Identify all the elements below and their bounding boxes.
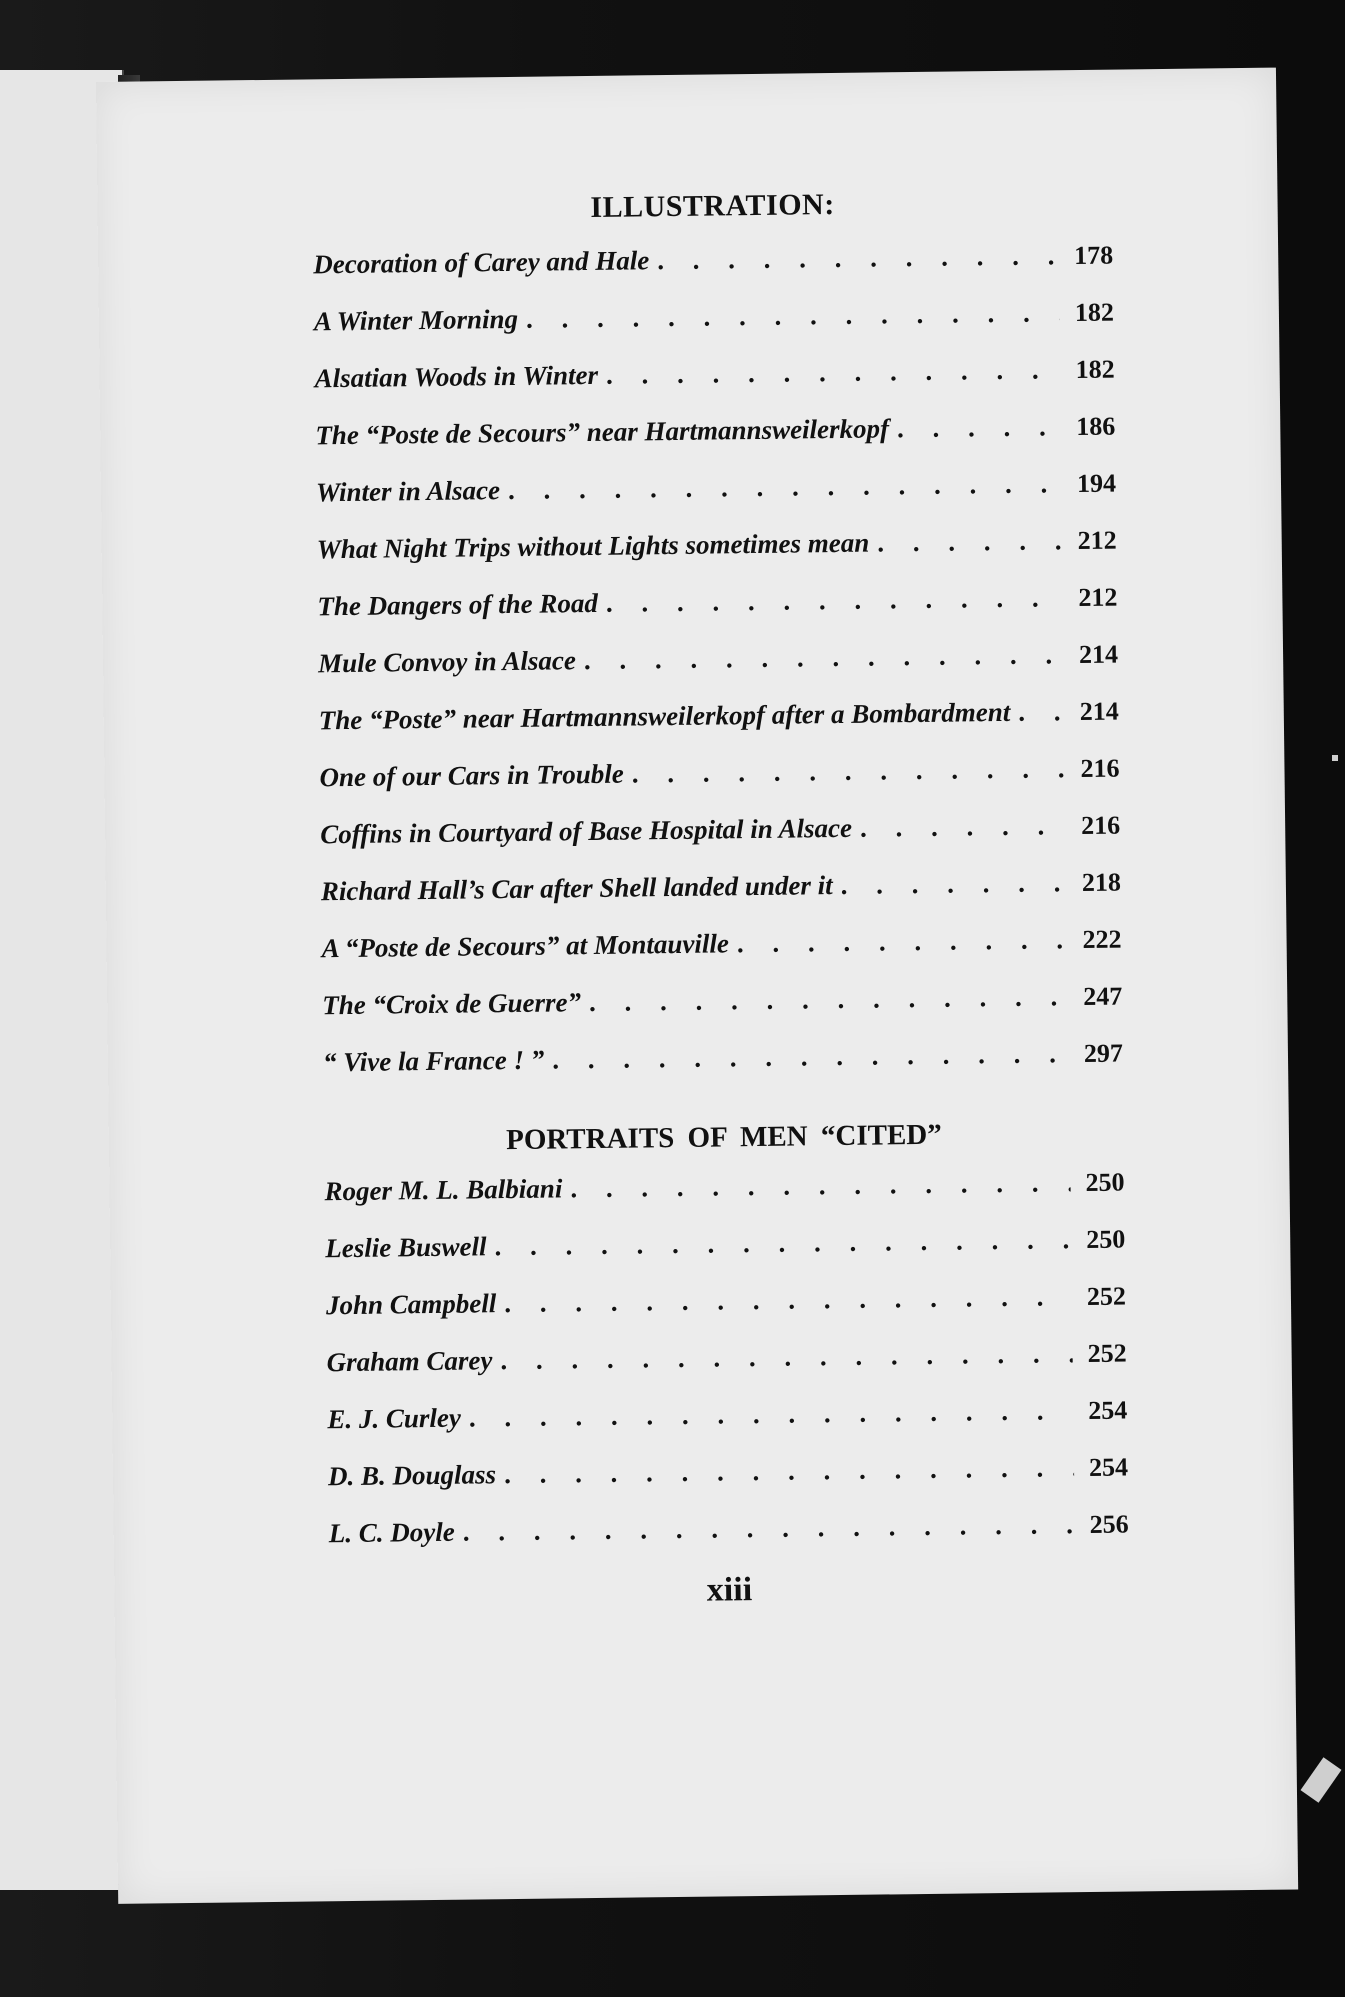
entry-page-number: 250 — [1086, 1224, 1126, 1254]
page-speck — [1332, 755, 1338, 761]
page-content — [146, 68, 1298, 1904]
entry-page-number: 256 — [1089, 1509, 1129, 1539]
entry-page-number: 214 — [1079, 696, 1119, 727]
dot-leader — [526, 284, 1061, 348]
entry-title: The “Croix de Guerre” — [322, 987, 582, 1021]
entry-page-number: 212 — [1077, 525, 1117, 556]
toc-entry — [328, 1438, 1129, 1505]
entry-title: D. B. Douglass — [327, 1459, 497, 1492]
toc-entry — [319, 740, 1120, 807]
dot-leader — [606, 569, 1064, 632]
entry-page-number: 222 — [1082, 924, 1122, 955]
toc-entry — [323, 1025, 1124, 1092]
entry-title: One of our Cars in Trouble — [319, 758, 624, 793]
dot-leader — [494, 1211, 1071, 1275]
entry-page-number: 182 — [1074, 297, 1115, 328]
entry-page-number: 194 — [1076, 468, 1117, 499]
dot-leader — [584, 626, 1065, 689]
entry-page-number: 252 — [1086, 1281, 1127, 1311]
page-folio: xiii — [706, 1571, 753, 1609]
portraits-entries — [324, 1154, 1129, 1563]
entry-title: A “Poste de Secours” at Montauville — [321, 928, 730, 964]
toc-entry — [316, 455, 1117, 522]
entry-page-number: 212 — [1078, 582, 1118, 613]
entry-page-number: 252 — [1087, 1338, 1127, 1368]
dot-leader — [552, 1025, 1069, 1088]
entry-title: What Night Trips without Lights sometimes mean — [316, 527, 870, 565]
entry-page-number: 216 — [1080, 810, 1121, 841]
toc-entry — [321, 911, 1122, 978]
dot-leader — [589, 968, 1069, 1031]
dot-leader — [504, 1439, 1075, 1503]
toc-entry — [328, 1495, 1129, 1562]
dot-leader — [508, 455, 1063, 519]
entry-title: John Campbell — [325, 1288, 497, 1321]
toc-entry — [326, 1268, 1127, 1335]
dot-leader — [897, 398, 1062, 457]
toc-entry — [317, 569, 1118, 636]
toc-entry — [316, 512, 1117, 579]
toc-entry — [318, 683, 1119, 750]
entry-title: Winter in Alsace — [315, 475, 501, 508]
entry-page-number: 250 — [1085, 1167, 1125, 1197]
illustrations-heading: ILLUSTRATION: — [590, 187, 835, 224]
toc-entry — [321, 854, 1122, 921]
toc-entry — [327, 1382, 1128, 1449]
entry-title: L. C. Doyle — [328, 1516, 455, 1549]
toc-entry — [318, 626, 1119, 693]
entry-page-number: 218 — [1081, 867, 1122, 898]
entry-title: Decoration of Carey and Hale — [313, 245, 650, 280]
entry-title: A Winter Morning — [313, 303, 519, 337]
entry-title: The “Poste” near Hartmannsweilerkopf after a Bombardment — [318, 696, 1011, 736]
entry-title: Alsatian Woods in Winter — [314, 359, 599, 394]
dot-leader — [877, 512, 1063, 571]
entry-title: The “Poste de Secours” near Hartmannsweilerkopf — [315, 413, 890, 451]
entry-title: Leslie Buswell — [325, 1231, 487, 1264]
illustrations-list — [312, 185, 1123, 1092]
dot-leader — [606, 341, 1061, 404]
dot-leader — [570, 1154, 1071, 1217]
entry-page-number: 216 — [1080, 753, 1120, 784]
dot-leader — [1018, 683, 1065, 741]
toc-entry — [314, 284, 1115, 351]
portraits-heading: PORTRAITS OF MEN “CITED” — [505, 1118, 942, 1157]
entry-page-number: 178 — [1074, 240, 1114, 271]
entry-page-number: 214 — [1078, 639, 1119, 670]
entry-page-number: 297 — [1083, 1038, 1124, 1069]
illustrations-entries — [313, 227, 1123, 1092]
dot-leader — [657, 227, 1060, 289]
entry-title: E. J. Curley — [327, 1402, 462, 1435]
entry-title: Coffins in Courtyard of Base Hospital in Alsace — [320, 812, 853, 850]
dot-leader — [840, 854, 1067, 914]
book-page — [96, 68, 1298, 1904]
dot-leader — [500, 1325, 1073, 1389]
portraits-list — [324, 1117, 1129, 1563]
dot-leader — [504, 1268, 1072, 1332]
toc-entry — [314, 341, 1115, 408]
toc-entry — [315, 398, 1116, 465]
entry-title: Mule Convoy in Alsace — [317, 645, 577, 679]
folio-block — [329, 1566, 1129, 1609]
toc-entry — [326, 1325, 1127, 1392]
entry-title: Graham Carey — [326, 1345, 493, 1378]
toc-entry — [322, 968, 1123, 1035]
toc-entry — [325, 1211, 1126, 1278]
entry-page-number: 186 — [1076, 411, 1116, 442]
entry-title: Richard Hall’s Car after Shell landed under it — [320, 870, 833, 907]
entry-page-number: 247 — [1083, 981, 1123, 1012]
toc-entry — [324, 1154, 1125, 1221]
toc-entry — [320, 797, 1121, 864]
entry-title: “ Vive la France ! ” — [322, 1044, 545, 1078]
entry-page-number: 254 — [1088, 1452, 1129, 1482]
entry-page-number: 182 — [1075, 354, 1115, 385]
dot-leader — [860, 797, 1067, 857]
dot-leader — [737, 911, 1068, 972]
dot-leader — [631, 740, 1065, 802]
entry-title: The Dangers of the Road — [317, 587, 599, 622]
dot-leader — [469, 1382, 1074, 1446]
entry-title: Roger M. L. Balbiani — [324, 1173, 563, 1207]
toc-entry — [313, 227, 1114, 294]
entry-page-number: 254 — [1088, 1395, 1128, 1425]
dot-leader — [462, 1496, 1075, 1560]
